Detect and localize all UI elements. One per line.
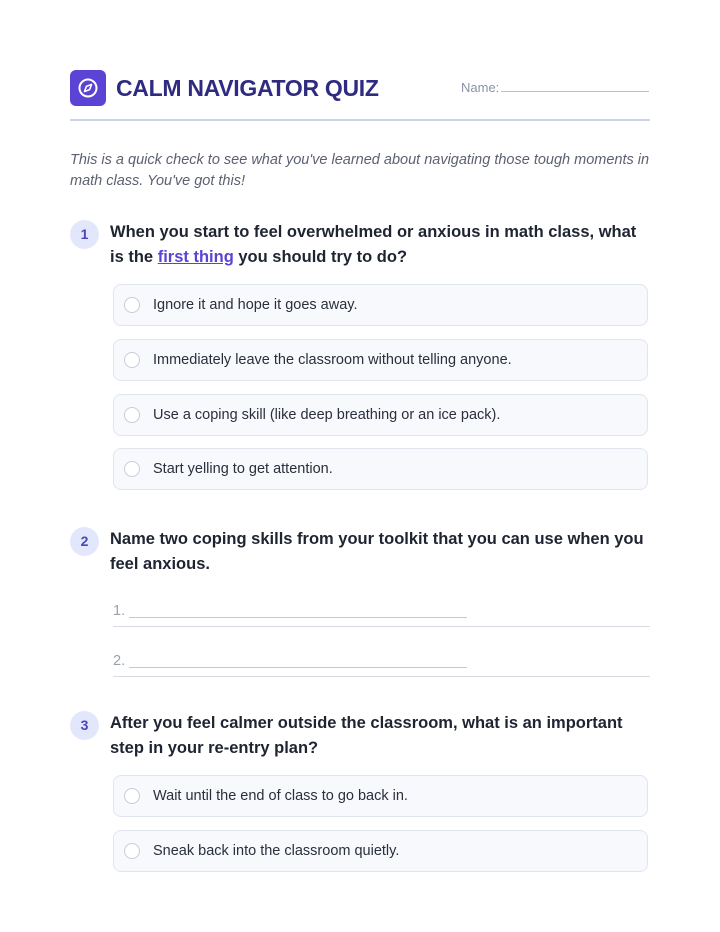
option-label: Use a coping skill (like deep breathing or an ice pack). [153, 407, 501, 423]
option-label: Immediately leave the classroom without telling anyone. [153, 352, 512, 368]
question-number-badge: 3 [70, 711, 99, 740]
radio-button[interactable] [124, 352, 140, 368]
question-text-part: When you start to feel overwhelmed or anxious in math class, what is the [110, 223, 637, 266]
question-emphasis: first thing [157, 248, 234, 266]
question-number-badge: 2 [70, 527, 99, 556]
answer-blank [129, 667, 467, 668]
radio-button[interactable] [124, 461, 140, 477]
option-label: Ignore it and hope it goes away. [153, 297, 358, 313]
question-3-text: After you feel calmer outside the classroom, what is an important step in your re-entry plan? [110, 714, 623, 757]
written-answer-line[interactable] [113, 650, 650, 677]
intro-text: This is a quick check to see what you've learned about navigating those tough moments in math class. You've got this! [70, 152, 650, 189]
option-label: Start yelling to get attention. [153, 461, 333, 477]
radio-button[interactable] [124, 843, 140, 859]
written-answer-line[interactable] [113, 600, 650, 627]
question-number-badge: 1 [70, 220, 99, 249]
answer-blank [129, 617, 467, 618]
answer-option[interactable] [113, 775, 648, 817]
answer-option[interactable] [113, 448, 648, 490]
radio-button[interactable] [124, 788, 140, 804]
quiz-title: CALM NAVIGATOR QUIZ [116, 75, 379, 101]
answer-option[interactable] [113, 830, 648, 872]
answer-option[interactable] [113, 394, 648, 436]
header-divider [70, 119, 650, 121]
radio-button[interactable] [124, 297, 140, 313]
quiz-header [70, 70, 650, 106]
name-field[interactable] [501, 91, 649, 92]
option-label: Sneak back into the classroom quietly. [153, 843, 400, 859]
question-text-part: you should try to do? [238, 248, 408, 266]
name-label: Name: [461, 80, 500, 95]
answer-number-label: 1. [113, 603, 126, 619]
answer-option[interactable] [113, 284, 648, 326]
question-1-text [110, 220, 652, 270]
answer-option[interactable] [113, 339, 648, 381]
option-label: Wait until the end of class to go back in. [153, 788, 408, 804]
question-2-text: Name two coping skills from your toolkit that you can use when you feel anxious. [110, 530, 644, 573]
radio-button[interactable] [124, 407, 140, 423]
answer-number-label: 2. [113, 653, 126, 669]
compass-icon [70, 70, 106, 106]
